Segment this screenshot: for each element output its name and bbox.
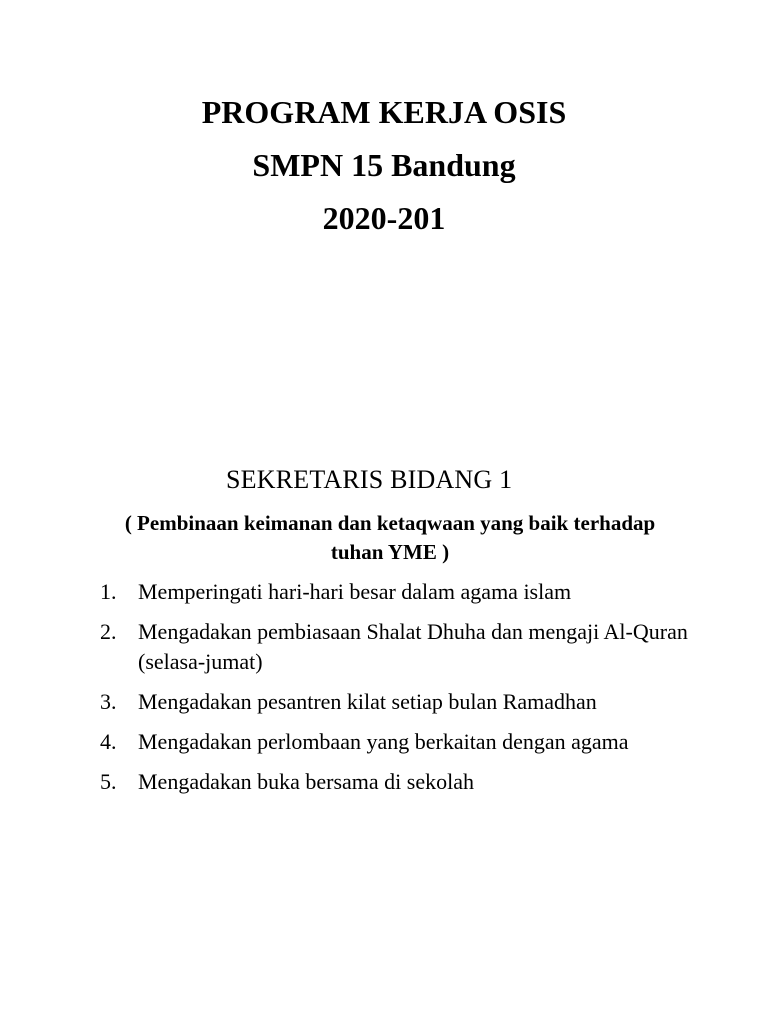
- section-subtitle: ( Pembinaan keimanan dan ketaqwaan yang baik terhadap tuhan YME ): [124, 511, 656, 564]
- list-item-number: 2.: [100, 619, 117, 644]
- list-item-text: Mengadakan perlombaan yang berkaitan dengan agama: [138, 729, 629, 754]
- list-item: [100, 767, 700, 797]
- list-item-text: Mengadakan pesantren kilat setiap bulan Ramadhan: [138, 689, 597, 714]
- list-item-number: 3.: [100, 689, 117, 714]
- list-item: [100, 687, 700, 717]
- list-item-text: Mengadakan pembiasaan Shalat Dhuha dan mengaji Al-Quran (selasa-jumat): [138, 619, 688, 674]
- list-item: [100, 617, 700, 677]
- list-item-number: 5.: [100, 769, 117, 794]
- title-line-school: SMPN 15 Bandung: [252, 147, 516, 183]
- document-title: [0, 86, 768, 245]
- list-item: [100, 727, 700, 757]
- section-heading: SEKRETARIS BIDANG 1: [226, 465, 513, 494]
- title-line-period: 2020-201: [322, 200, 446, 236]
- title-line-program: PROGRAM KERJA OSIS: [201, 94, 567, 130]
- list-item-text: Memperingati hari-hari besar dalam agama islam: [138, 579, 572, 604]
- list-item-number: 4.: [100, 729, 117, 754]
- program-list: [100, 577, 700, 807]
- list-item-text: Mengadakan buka bersama di sekolah: [138, 769, 474, 794]
- list-item-number: 1.: [100, 579, 117, 604]
- list-item: [100, 577, 700, 607]
